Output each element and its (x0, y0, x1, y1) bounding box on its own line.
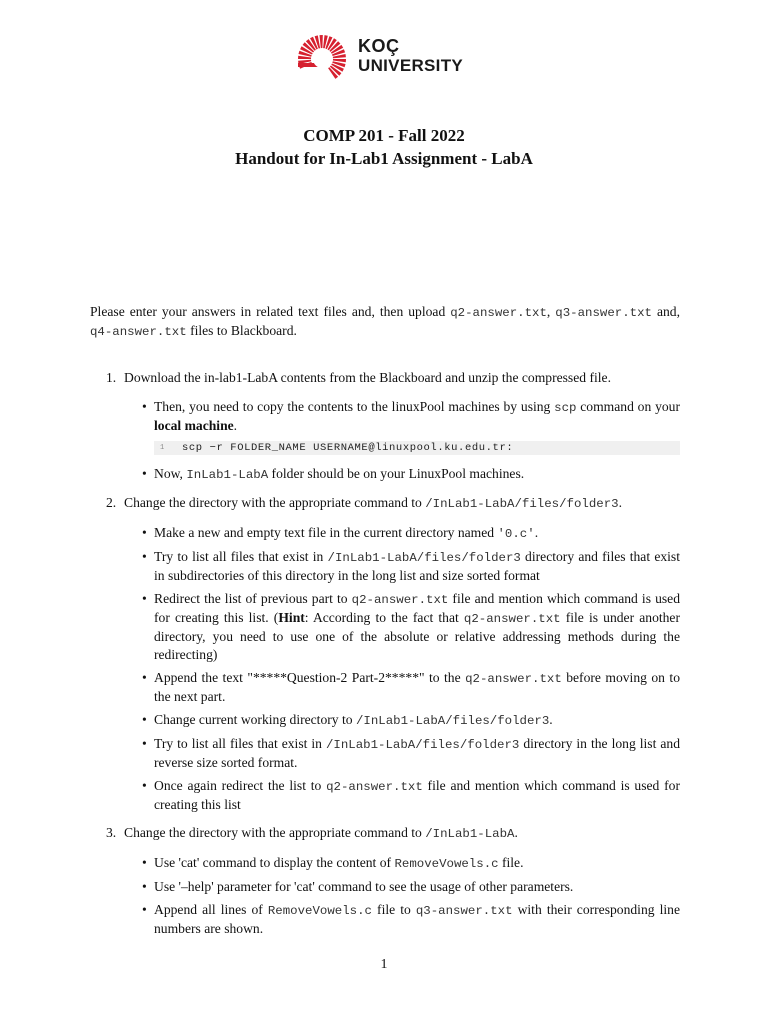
bullet-item (142, 777, 680, 814)
bullet-icon: • (142, 399, 147, 414)
bullet-text: file and mention which command is used for creating this list. ( (154, 591, 680, 625)
task-item (90, 369, 680, 484)
bullet-item (142, 901, 681, 938)
bullet-text: Append all lines of (154, 902, 268, 917)
bullet-icon: • (142, 778, 147, 793)
task-text: Change the directory with the appropriate command to (124, 825, 426, 840)
bullet-text: Use 'cat' command to display the content of (154, 855, 395, 870)
bullet-text: Use '–help' parameter for 'cat' command to see the usage of other parameters. (154, 879, 574, 894)
bullet-item (142, 524, 680, 543)
bullet-list (124, 524, 680, 814)
bullet-icon: • (142, 855, 147, 870)
code-line-number: 1 (160, 444, 165, 452)
bullet-item (142, 590, 680, 664)
bullet-text: file. (498, 855, 524, 870)
bullet-list (124, 854, 680, 938)
bullet-icon: • (142, 736, 147, 751)
koc-logo-emblem-icon (294, 33, 350, 83)
handout-title: Handout for In-Lab1 Assignment - LabA (235, 149, 533, 168)
bullet-text: Change current working directory to (154, 712, 356, 727)
bullet-icon: • (142, 525, 147, 540)
task-text: Change the directory with the appropriate command to (124, 495, 426, 510)
bullet-icon: • (142, 712, 147, 727)
bullet-text: . (549, 712, 553, 727)
logo-text-koc: KOÇ (358, 36, 400, 56)
bullet-icon: • (142, 591, 147, 606)
page-number: 1 (380, 957, 388, 972)
logo-wordmark (358, 37, 463, 75)
koc-university-logo (294, 33, 474, 83)
inline-code: RemoveVowels.c (267, 904, 372, 918)
inline-code: /InLab1-LabA/files/folder3 (425, 497, 619, 511)
bold-text: local machine (154, 418, 234, 433)
bullet-item (142, 854, 680, 873)
bullet-text: : According to the fact that (304, 610, 464, 625)
inline-code: q2-answer.txt (351, 593, 449, 607)
bullet-text: directory in the long list and reverse size sorted format. (154, 736, 680, 770)
inline-code: q2-answer.txt (326, 780, 423, 794)
bullet-text: file is under another directory, you need to use one of the absolute or relative addressing methods during the redirecting) (154, 610, 680, 662)
task-list (90, 369, 680, 948)
filename-q3: q3-answer.txt (555, 306, 652, 320)
inline-code: '0.c' (497, 527, 535, 541)
inline-code: q2-answer.txt (465, 672, 562, 686)
bullet-text: Now, (154, 466, 187, 481)
inline-code: q2-answer.txt (463, 612, 561, 626)
bullet-text: before moving on to the next part. (154, 670, 681, 704)
task-text: . (514, 825, 518, 840)
task-text: . (618, 495, 622, 510)
logo-ray (320, 35, 323, 48)
course-title: COMP 201 - Fall 2022 (303, 126, 465, 145)
bullet-icon: • (142, 670, 147, 685)
inline-code: /InLab1-LabA/files/folder3 (327, 551, 521, 565)
inline-code: /InLab1-LabA/files/folder3 (325, 738, 520, 752)
document-title (0, 124, 768, 170)
bullet-text: Make a new and empty text file in the current directory named (154, 525, 498, 540)
inline-code: q3-answer.txt (415, 904, 513, 918)
bullet-text: . (233, 418, 238, 433)
inline-code: RemoveVowels.c (394, 857, 499, 871)
bullet-text: Redirect the list of previous part to (154, 591, 352, 606)
bullet-text: folder should be on your LinuxPool machines. (268, 466, 525, 481)
task-number: 1. (106, 370, 117, 385)
filename-q4: q4-answer.txt (90, 325, 187, 339)
bullet-text: file to (371, 902, 416, 917)
bullet-text: Try to list all files that exist in (154, 736, 326, 751)
inline-code: scp (554, 401, 577, 415)
bullet-list (124, 398, 680, 484)
bullet-item (142, 465, 680, 484)
inline-code: /InLab1-LabA/files/folder3 (355, 714, 550, 728)
bullet-icon: • (142, 466, 147, 481)
task-number: 2. (106, 495, 117, 510)
intro-text: files to Blackboard. (186, 323, 297, 338)
task-number: 3. (106, 825, 117, 840)
bullet-icon: • (142, 902, 147, 917)
bullet-text: with their corresponding line numbers are shown. (154, 902, 681, 936)
task-text: Download the in-lab1-LabA contents from the Blackboard and unzip the compressed file. (124, 370, 611, 385)
bullet-text: directory and files that exist in subdirectories of this directory in the long list and size sorted format (154, 549, 680, 583)
code-listing (154, 441, 680, 455)
filename-q2: q2-answer.txt (450, 306, 547, 320)
bullet-text: Then, you need to copy the contents to the linuxPool machines by using (154, 399, 555, 414)
bullet-item (142, 711, 680, 730)
task-item (90, 494, 680, 814)
bullet-icon: • (142, 549, 147, 564)
bullet-text: . (534, 525, 539, 540)
bullet-item (142, 398, 680, 435)
bullet-text: file and mention which command is used for creating this list (154, 778, 680, 812)
bullet-text: Once again redirect the list to (154, 778, 327, 793)
bullet-item (142, 548, 680, 585)
bold-text: Hint (278, 610, 305, 625)
logo-text-university: UNIVERSITY (358, 56, 464, 75)
code-command: scp −r FOLDER_NAME USERNAME@linuxpool.ku.edu.tr: (182, 442, 514, 454)
intro-paragraph (90, 303, 680, 341)
bullet-icon: • (142, 879, 147, 894)
intro-text: Please enter your answers in related text files and, then upload (90, 304, 451, 319)
bullet-item (142, 735, 680, 772)
bullet-item (142, 878, 680, 896)
bullet-text: Append the text "*****Question-2 Part-2*****" to the (154, 670, 466, 685)
bullet-text: command on your (576, 399, 680, 414)
inline-code: /InLab1-LabA (425, 827, 515, 841)
bullet-item (142, 669, 681, 706)
bullet-text: Try to list all files that exist in (154, 549, 328, 564)
intro-text: and, (651, 304, 680, 319)
inline-code: InLab1-LabA (186, 468, 269, 482)
intro-text: , (546, 304, 556, 319)
task-item (90, 824, 680, 938)
